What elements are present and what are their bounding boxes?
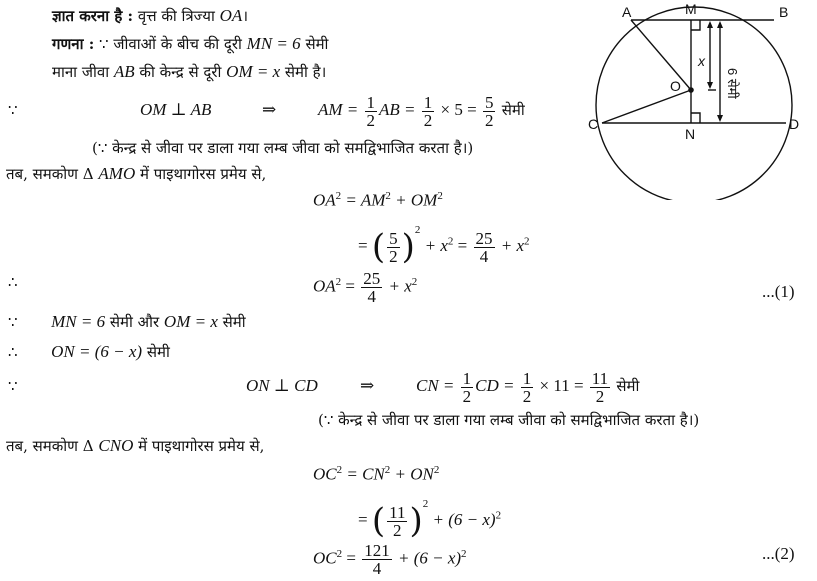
mn-unit: सेमी xyxy=(305,35,329,53)
given-line: ज्ञात करना है : वृत्त की त्रिज्या OA। xyxy=(52,6,248,25)
eq2-result: $OC^2$ = $\frac{121}{4}$ + $(6 - x)^2$ xyxy=(313,541,467,579)
assume-chord: AB xyxy=(113,62,135,81)
cn-equation: CN = $\frac{1}{2}$ CD = $\frac{1}{2}$ × 11 = $\frac{11}{2}$ सेमी xyxy=(416,368,640,406)
eq1-result: $OA^2$ = $\frac{25}{4}$ + $x^2$ xyxy=(313,269,418,307)
eq-oa-squared: $OA^2 = AM^2 + OM^2$ xyxy=(313,190,443,210)
assume-unit: सेमी है। xyxy=(284,63,327,81)
center-point xyxy=(688,87,694,93)
assume-line xyxy=(52,62,326,82)
eq1-symbol: ∴ xyxy=(8,273,18,291)
cn-symbol: ∵ xyxy=(8,377,18,395)
right-angle-n xyxy=(691,113,700,123)
mn-expr: MN = 6 xyxy=(246,34,301,53)
cn-arrow: ⇒ xyxy=(360,376,375,395)
to-find-text: वृत्त की त्रिज्या xyxy=(137,7,215,25)
assume-text2: की केन्द्र से दूरी xyxy=(139,63,222,81)
am-seg: AB = xyxy=(379,100,416,119)
assume-text: माना जीवा xyxy=(52,63,110,81)
eq-oc-substituted: = ( $\frac{11}{2}$ )$^2 + (6 - x)^2$ xyxy=(358,498,502,542)
eq-oc-squared: $OC^2 = CN^2 + ON^2$ xyxy=(313,464,440,484)
circle-chord-diagram xyxy=(578,0,817,200)
label-6cm: 6 सेमी xyxy=(725,68,740,99)
eq1-ref: ...(1) xyxy=(762,282,795,301)
on-line: ∴ ON = (6 − x) सेमी xyxy=(8,342,170,361)
label-a: A xyxy=(622,4,632,20)
calculation-label: गणना : xyxy=(52,35,95,53)
eq-oa-substituted: = ( $\frac{5}{2}$ )$^2 + x^2$ = $\frac{25}{4}$ + $x^2$ xyxy=(358,224,530,268)
am-frac2: $\frac{1}{2}$ xyxy=(423,92,433,130)
mn-om-line: ∵ MN = 6 सेमी और OM = x सेमी xyxy=(8,312,246,331)
calculation-text: ∵ जीवाओं के बीच की दूरी xyxy=(99,35,242,53)
bisector-note-2: (∵ केन्द्र से जीवा पर डाला गया लम्ब जीवा को समद्विभाजित करता है।) xyxy=(318,411,700,429)
pythagoras-amo-text: तब, समकोण Δ xyxy=(6,165,94,183)
calculation-line xyxy=(52,34,328,54)
radius-oa xyxy=(631,20,691,90)
am-unit: सेमी xyxy=(501,101,525,119)
am-symbol: ∵ xyxy=(8,101,18,119)
right-angle-m xyxy=(691,20,700,30)
on-perp-cd: ON ⊥ CD xyxy=(246,376,318,395)
label-d: D xyxy=(789,116,800,132)
to-find-var: OA xyxy=(219,6,243,25)
am-lhs: AM = xyxy=(318,100,359,119)
am-frac1: $\frac{1}{2}$ xyxy=(366,92,376,130)
label-o: O xyxy=(670,78,681,94)
am-frac3: $\frac{5}{2}$ xyxy=(484,92,494,130)
label-x: x xyxy=(698,53,705,69)
om-perp-ab: OM ⊥ AB xyxy=(140,100,212,119)
am-times: × 5 = xyxy=(440,100,477,119)
to-find-label: ज्ञात करना है : xyxy=(52,7,134,25)
label-c: C xyxy=(588,116,599,132)
am-arrow: ⇒ xyxy=(262,100,277,119)
radius-oc xyxy=(602,90,691,123)
pythagoras-amo-text2: में पाइथागोरस प्रमेय से, xyxy=(140,165,267,183)
bisector-note-1: (∵ केन्द्र से जीवा पर डाला गया लम्ब जीवा को समद्विभाजित करता है।) xyxy=(92,139,474,157)
label-n: N xyxy=(685,126,696,142)
assume-expr: OM = x xyxy=(226,62,281,81)
pythagoras-amo-line xyxy=(6,164,266,184)
eq2-ref: ...(2) xyxy=(762,544,795,563)
am-equation xyxy=(318,88,525,132)
triangle-amo: AMO xyxy=(98,164,136,183)
circle xyxy=(596,7,792,200)
label-b: B xyxy=(779,4,789,20)
label-m: M xyxy=(685,1,697,17)
pythagoras-cno-line: तब, समकोण Δ CNO में पाइथागोरस प्रमेय से, xyxy=(6,436,265,455)
